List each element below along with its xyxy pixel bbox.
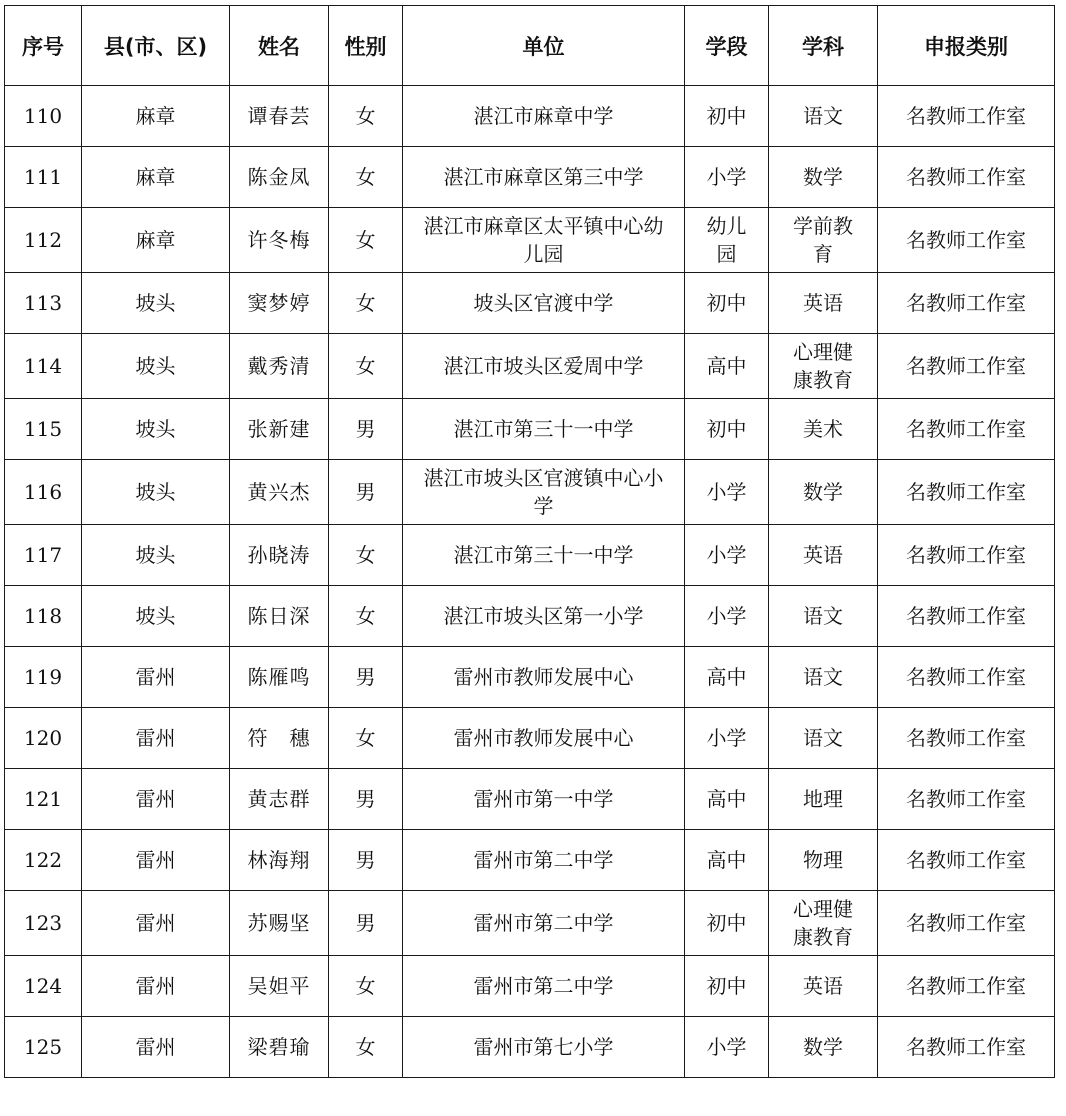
name-cell <box>230 273 329 334</box>
school-stage-cell <box>685 208 769 273</box>
name-cell <box>230 208 329 273</box>
header-school-stage: 学段 <box>685 6 769 86</box>
name-cell <box>230 399 329 460</box>
county-cell <box>82 273 230 334</box>
school-stage: 高中 <box>706 354 747 378</box>
name-cell <box>230 1017 329 1078</box>
subject-cell <box>769 147 878 208</box>
school-stage-cell <box>685 399 769 460</box>
gender: 男 <box>355 417 376 441</box>
person-name: 许冬梅 <box>247 228 311 252</box>
work-unit: 雷州市第二中学 <box>473 848 614 872</box>
person-name: 苏赐坚 <box>247 911 311 935</box>
work-unit: 湛江市第三十一中学 <box>453 543 634 567</box>
application-type: 名教师工作室 <box>906 165 1026 189</box>
table-row <box>5 86 1055 147</box>
school-stage: 初中 <box>706 911 747 935</box>
subject: 语文 <box>803 726 843 750</box>
county-cell <box>82 708 230 769</box>
work-unit: 雷州市第二中学 <box>473 974 614 998</box>
serial-number: 124 <box>23 974 63 998</box>
application-type-cell <box>878 208 1055 273</box>
application-type-cell <box>878 86 1055 147</box>
school-stage: 小学 <box>706 543 747 567</box>
application-type: 名教师工作室 <box>906 543 1026 567</box>
subject: 心理健康教育 <box>793 340 853 392</box>
unit-cell <box>403 891 685 956</box>
table-row <box>5 460 1055 525</box>
serial-number: 120 <box>23 726 63 750</box>
person-name: 梁碧瑜 <box>247 1035 311 1059</box>
subject-cell <box>769 708 878 769</box>
school-stage: 小学 <box>706 165 747 189</box>
unit-cell <box>403 956 685 1017</box>
application-type-cell <box>878 647 1055 708</box>
subject: 语文 <box>803 604 843 628</box>
application-type: 名教师工作室 <box>906 417 1026 441</box>
county: 坡头 <box>135 480 176 504</box>
subject: 物理 <box>803 848 843 872</box>
county-cell <box>82 769 230 830</box>
application-type: 名教师工作室 <box>906 848 1026 872</box>
subject: 美术 <box>803 417 843 441</box>
header-gender: 性别 <box>329 6 403 86</box>
application-type-cell <box>878 1017 1055 1078</box>
school-stage: 高中 <box>706 787 747 811</box>
subject-cell <box>769 273 878 334</box>
unit-cell <box>403 147 685 208</box>
county-cell <box>82 399 230 460</box>
person-name: 孙晓涛 <box>247 543 311 567</box>
work-unit: 湛江市第三十一中学 <box>453 417 634 441</box>
school-stage-cell <box>685 1017 769 1078</box>
work-unit: 雷州市教师发展中心 <box>453 665 634 689</box>
gender-cell <box>329 769 403 830</box>
gender: 女 <box>355 543 376 567</box>
unit-cell <box>403 525 685 586</box>
serial-number: 125 <box>23 1035 63 1059</box>
table-row <box>5 830 1055 891</box>
serial-number-cell <box>5 147 82 208</box>
county: 雷州 <box>135 726 176 750</box>
subject-cell <box>769 1017 878 1078</box>
county: 坡头 <box>135 604 176 628</box>
gender: 女 <box>355 726 376 750</box>
name-cell <box>230 586 329 647</box>
serial-number-cell <box>5 647 82 708</box>
serial-number: 115 <box>23 417 63 441</box>
serial-number-cell <box>5 830 82 891</box>
serial-number-cell <box>5 208 82 273</box>
application-type-cell <box>878 830 1055 891</box>
table-row <box>5 208 1055 273</box>
school-stage: 高中 <box>706 665 747 689</box>
unit-cell <box>403 708 685 769</box>
unit-cell <box>403 460 685 525</box>
header-subject: 学科 <box>769 6 878 86</box>
county: 麻章 <box>135 165 176 189</box>
gender-cell <box>329 86 403 147</box>
serial-number-cell <box>5 273 82 334</box>
application-type-cell <box>878 399 1055 460</box>
gender-cell <box>329 1017 403 1078</box>
name-cell <box>230 86 329 147</box>
subject: 语文 <box>803 665 843 689</box>
school-stage: 初中 <box>706 974 747 998</box>
gender-cell <box>329 830 403 891</box>
serial-number: 122 <box>23 848 63 872</box>
name-cell <box>230 708 329 769</box>
unit-cell <box>403 399 685 460</box>
school-stage-cell <box>685 334 769 399</box>
unit-cell <box>403 208 685 273</box>
county: 坡头 <box>135 354 176 378</box>
person-name: 陈雁鸣 <box>247 665 311 689</box>
header-name: 姓名 <box>230 6 329 86</box>
county-cell <box>82 86 230 147</box>
gender: 女 <box>355 1035 376 1059</box>
county: 雷州 <box>135 911 176 935</box>
header-application-type: 申报类别 <box>878 6 1055 86</box>
application-type: 名教师工作室 <box>906 974 1026 998</box>
applicant-table <box>4 5 1055 1078</box>
person-name: 黄兴杰 <box>247 480 311 504</box>
application-type: 名教师工作室 <box>906 354 1026 378</box>
serial-number-cell <box>5 460 82 525</box>
work-unit: 湛江市麻章中学 <box>473 104 614 128</box>
school-stage: 初中 <box>706 417 747 441</box>
county: 雷州 <box>135 1035 176 1059</box>
gender: 女 <box>355 228 376 252</box>
table-row <box>5 334 1055 399</box>
county-cell <box>82 956 230 1017</box>
unit-cell <box>403 1017 685 1078</box>
school-stage-cell <box>685 647 769 708</box>
application-type: 名教师工作室 <box>906 291 1026 315</box>
subject-cell <box>769 208 878 273</box>
table-row <box>5 647 1055 708</box>
gender: 女 <box>355 291 376 315</box>
county: 雷州 <box>135 848 176 872</box>
subject-cell <box>769 460 878 525</box>
county: 雷州 <box>135 787 176 811</box>
table-row <box>5 147 1055 208</box>
header-serial-number: 序号 <box>5 6 82 86</box>
table-row <box>5 399 1055 460</box>
header-unit: 单位 <box>403 6 685 86</box>
person-name: 符 穗 <box>247 726 311 750</box>
serial-number: 119 <box>23 665 63 689</box>
gender: 女 <box>355 354 376 378</box>
unit-cell <box>403 273 685 334</box>
serial-number: 121 <box>23 787 63 811</box>
person-name: 陈日深 <box>247 604 311 628</box>
application-type: 名教师工作室 <box>906 604 1026 628</box>
school-stage: 高中 <box>706 848 747 872</box>
county-cell <box>82 208 230 273</box>
application-type: 名教师工作室 <box>906 911 1026 935</box>
work-unit: 坡头区官渡中学 <box>473 291 614 315</box>
application-type-cell <box>878 147 1055 208</box>
subject: 英语 <box>803 543 843 567</box>
work-unit: 湛江市坡头区官渡镇中心小学 <box>423 466 664 518</box>
gender-cell <box>329 334 403 399</box>
gender: 男 <box>355 787 376 811</box>
application-type: 名教师工作室 <box>906 228 1026 252</box>
application-type: 名教师工作室 <box>906 787 1026 811</box>
table-row <box>5 525 1055 586</box>
gender-cell <box>329 708 403 769</box>
county-cell <box>82 830 230 891</box>
table-row <box>5 956 1055 1017</box>
subject-cell <box>769 891 878 956</box>
table-row <box>5 708 1055 769</box>
name-cell <box>230 460 329 525</box>
application-type-cell <box>878 525 1055 586</box>
subject: 语文 <box>803 104 843 128</box>
person-name: 戴秀清 <box>247 354 311 378</box>
serial-number: 112 <box>23 228 63 252</box>
header-county: 县(市、区) <box>82 6 230 86</box>
application-type: 名教师工作室 <box>906 665 1026 689</box>
name-cell <box>230 891 329 956</box>
table-row <box>5 891 1055 956</box>
gender: 女 <box>355 104 376 128</box>
table-row <box>5 1017 1055 1078</box>
unit-cell <box>403 334 685 399</box>
work-unit: 湛江市坡头区爱周中学 <box>443 354 644 378</box>
subject-cell <box>769 586 878 647</box>
county-cell <box>82 334 230 399</box>
county: 坡头 <box>135 543 176 567</box>
gender: 男 <box>355 480 376 504</box>
person-name: 张新建 <box>247 417 311 441</box>
subject-cell <box>769 956 878 1017</box>
work-unit: 雷州市教师发展中心 <box>453 726 634 750</box>
school-stage: 小学 <box>706 604 747 628</box>
serial-number-cell <box>5 769 82 830</box>
name-cell <box>230 334 329 399</box>
name-cell <box>230 525 329 586</box>
gender: 男 <box>355 848 376 872</box>
serial-number: 113 <box>23 291 63 315</box>
subject: 数学 <box>803 480 843 504</box>
county-cell <box>82 647 230 708</box>
subject: 数学 <box>803 1035 843 1059</box>
serial-number-cell <box>5 86 82 147</box>
name-cell <box>230 956 329 1017</box>
gender-cell <box>329 647 403 708</box>
school-stage: 初中 <box>706 291 747 315</box>
unit-cell <box>403 830 685 891</box>
county: 麻章 <box>135 104 176 128</box>
unit-cell <box>403 86 685 147</box>
subject-cell <box>769 830 878 891</box>
school-stage-cell <box>685 273 769 334</box>
serial-number-cell <box>5 525 82 586</box>
county: 雷州 <box>135 974 176 998</box>
serial-number: 110 <box>23 104 63 128</box>
application-type-cell <box>878 708 1055 769</box>
table-row <box>5 586 1055 647</box>
table-row <box>5 769 1055 830</box>
school-stage-cell <box>685 147 769 208</box>
work-unit: 湛江市麻章区第三中学 <box>443 165 644 189</box>
subject-cell <box>769 86 878 147</box>
county-cell <box>82 891 230 956</box>
application-type-cell <box>878 769 1055 830</box>
school-stage: 初中 <box>706 104 747 128</box>
gender-cell <box>329 460 403 525</box>
table-body <box>5 86 1055 1078</box>
gender: 女 <box>355 165 376 189</box>
serial-number: 111 <box>23 165 63 189</box>
table-header-row <box>5 6 1055 86</box>
gender-cell <box>329 891 403 956</box>
work-unit: 湛江市麻章区太平镇中心幼儿园 <box>423 214 664 266</box>
school-stage-cell <box>685 956 769 1017</box>
work-unit: 湛江市坡头区第一小学 <box>443 604 644 628</box>
county: 坡头 <box>135 417 176 441</box>
gender-cell <box>329 586 403 647</box>
county: 雷州 <box>135 665 176 689</box>
unit-cell <box>403 647 685 708</box>
school-stage: 幼儿园 <box>706 214 747 266</box>
serial-number: 123 <box>23 911 63 935</box>
work-unit: 雷州市第二中学 <box>473 911 614 935</box>
subject-cell <box>769 334 878 399</box>
school-stage: 小学 <box>706 480 747 504</box>
gender: 女 <box>355 604 376 628</box>
subject-cell <box>769 769 878 830</box>
application-type-cell <box>878 956 1055 1017</box>
subject-cell <box>769 525 878 586</box>
subject-cell <box>769 647 878 708</box>
work-unit: 雷州市第一中学 <box>473 787 614 811</box>
gender: 女 <box>355 974 376 998</box>
application-type: 名教师工作室 <box>906 480 1026 504</box>
county: 坡头 <box>135 291 176 315</box>
school-stage-cell <box>685 769 769 830</box>
gender-cell <box>329 399 403 460</box>
county-cell <box>82 525 230 586</box>
person-name: 窦梦婷 <box>247 291 311 315</box>
serial-number-cell <box>5 399 82 460</box>
unit-cell <box>403 586 685 647</box>
gender-cell <box>329 147 403 208</box>
gender-cell <box>329 525 403 586</box>
name-cell <box>230 647 329 708</box>
gender-cell <box>329 956 403 1017</box>
county-cell <box>82 460 230 525</box>
school-stage-cell <box>685 86 769 147</box>
school-stage-cell <box>685 708 769 769</box>
application-type-cell <box>878 460 1055 525</box>
person-name: 谭春芸 <box>247 104 311 128</box>
application-type: 名教师工作室 <box>906 104 1026 128</box>
school-stage-cell <box>685 525 769 586</box>
subject: 学前教育 <box>793 214 853 266</box>
application-type-cell <box>878 273 1055 334</box>
serial-number-cell <box>5 334 82 399</box>
table-row <box>5 273 1055 334</box>
name-cell <box>230 769 329 830</box>
person-name: 陈金凤 <box>247 165 311 189</box>
gender-cell <box>329 273 403 334</box>
subject: 英语 <box>803 974 843 998</box>
school-stage-cell <box>685 586 769 647</box>
serial-number: 117 <box>23 543 63 567</box>
school-stage-cell <box>685 460 769 525</box>
subject: 心理健康教育 <box>793 897 853 949</box>
person-name: 林海翔 <box>247 848 311 872</box>
name-cell <box>230 147 329 208</box>
county: 麻章 <box>135 228 176 252</box>
serial-number: 118 <box>23 604 63 628</box>
application-type-cell <box>878 586 1055 647</box>
serial-number-cell <box>5 956 82 1017</box>
application-type-cell <box>878 334 1055 399</box>
school-stage-cell <box>685 891 769 956</box>
person-name: 黄志群 <box>247 787 311 811</box>
county-cell <box>82 1017 230 1078</box>
subject: 数学 <box>803 165 843 189</box>
gender: 男 <box>355 911 376 935</box>
gender-cell <box>329 208 403 273</box>
subject-cell <box>769 399 878 460</box>
school-stage-cell <box>685 830 769 891</box>
application-type-cell <box>878 891 1055 956</box>
serial-number: 114 <box>23 354 63 378</box>
serial-number-cell <box>5 708 82 769</box>
name-cell <box>230 830 329 891</box>
application-type: 名教师工作室 <box>906 726 1026 750</box>
person-name: 吴妲平 <box>247 974 311 998</box>
serial-number-cell <box>5 586 82 647</box>
unit-cell <box>403 769 685 830</box>
application-type: 名教师工作室 <box>906 1035 1026 1059</box>
serial-number: 116 <box>23 480 63 504</box>
gender: 男 <box>355 665 376 689</box>
subject: 地理 <box>803 787 843 811</box>
work-unit: 雷州市第七小学 <box>473 1035 614 1059</box>
county-cell <box>82 586 230 647</box>
school-stage: 小学 <box>706 726 747 750</box>
roster-document <box>4 5 1055 1078</box>
serial-number-cell <box>5 891 82 956</box>
subject: 英语 <box>803 291 843 315</box>
serial-number-cell <box>5 1017 82 1078</box>
county-cell <box>82 147 230 208</box>
school-stage: 小学 <box>706 1035 747 1059</box>
